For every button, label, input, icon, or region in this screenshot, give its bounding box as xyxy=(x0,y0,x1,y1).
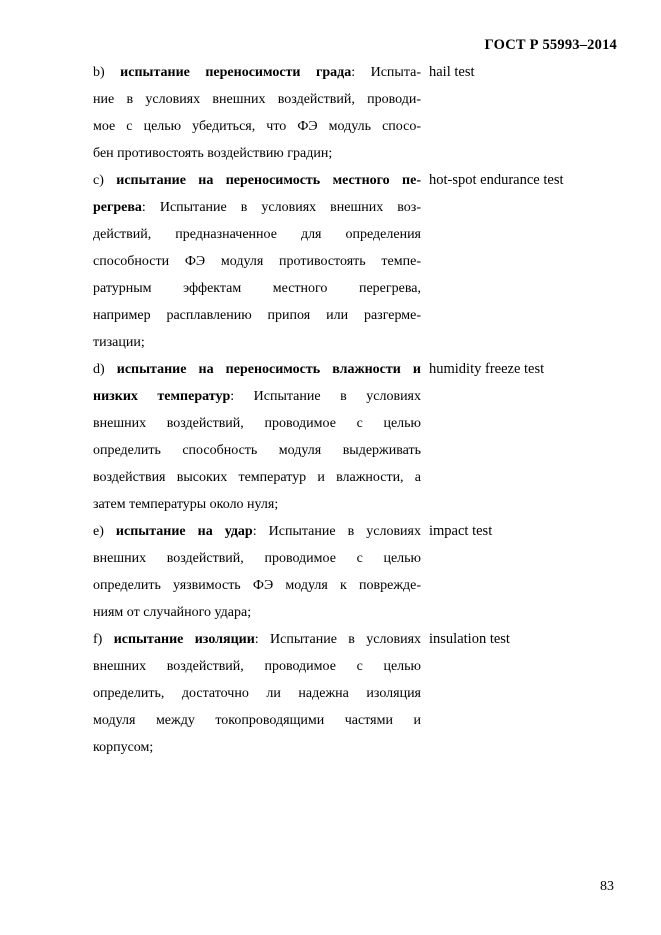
page-number: 83 xyxy=(600,879,614,894)
definition-line xyxy=(93,248,421,275)
text-segment: внешних воздействий, проводимое с целью xyxy=(93,416,421,431)
text-segment: способности ФЭ модуля противостоять темпе- xyxy=(93,254,421,269)
text-segment: ратурным эффектам местного перегрева, xyxy=(93,281,421,296)
text-segment: c) xyxy=(93,173,117,188)
text-segment: внешних воздействий, проводимое с целью xyxy=(93,659,421,674)
definition-term-en: insulation test xyxy=(429,631,510,647)
definition-line xyxy=(93,383,421,410)
text-segment: : Испытание в условиях xyxy=(254,632,422,647)
document-header-standard-number: ГОСТ Р 55993–2014 xyxy=(484,37,617,53)
definition-line xyxy=(93,626,421,653)
definition-line xyxy=(93,464,421,491)
text-segment: e) xyxy=(93,524,116,539)
term-ru-bold: низких температур xyxy=(93,389,231,404)
definition-line xyxy=(93,86,421,113)
text-segment: мое с целью убедиться, что ФЭ модуль спосо- xyxy=(93,119,421,134)
definition-row xyxy=(93,356,628,518)
definition-line xyxy=(93,518,421,545)
definition-text-ru xyxy=(93,626,421,761)
text-segment: определить способность модуля выдерживать xyxy=(93,443,421,458)
definition-line xyxy=(93,221,421,248)
text-segment: : Испыта- xyxy=(351,65,421,80)
definition-line xyxy=(93,545,421,572)
definition-line xyxy=(93,113,421,140)
term-ru-bold: испытание переносимости града xyxy=(120,65,352,80)
definition-line xyxy=(93,194,421,221)
definition-term-en: humidity freeze test xyxy=(429,361,545,377)
term-ru-bold: испытание на переносимость влажности и xyxy=(116,362,421,377)
definition-line xyxy=(93,329,421,356)
text-segment: ние в условиях внешних воздействий, проводи- xyxy=(93,92,421,107)
text-segment: корпусом; xyxy=(93,740,154,755)
text-segment: модуля между токопроводящими частями и xyxy=(93,713,421,728)
definition-text-ru xyxy=(93,356,421,518)
definition-line xyxy=(93,410,421,437)
definition-term-en: hot-spot endurance test xyxy=(429,172,564,188)
definitions-list xyxy=(93,59,628,761)
definition-line xyxy=(93,653,421,680)
text-segment: ниям от случайного удара; xyxy=(93,605,252,620)
definition-term-en: impact test xyxy=(429,523,493,539)
text-segment: тизации; xyxy=(93,335,145,350)
definition-line xyxy=(93,437,421,464)
text-segment: бен противостоять воздействию градин; xyxy=(93,146,333,161)
text-segment: внешних воздействий, проводимое с целью xyxy=(93,551,421,566)
text-segment: затем температуры около нуля; xyxy=(93,497,279,512)
text-segment: d) xyxy=(93,362,117,377)
definition-text-ru xyxy=(93,167,421,356)
definition-term-en: hail test xyxy=(429,64,475,80)
text-segment: : Испытание в условиях xyxy=(252,524,421,539)
text-segment: определить, достаточно ли надежна изоляция xyxy=(93,686,421,701)
definition-line xyxy=(93,734,421,761)
definition-line xyxy=(93,275,421,302)
definition-row xyxy=(93,167,628,356)
definition-line xyxy=(93,491,421,518)
term-ru-bold: регрева xyxy=(93,200,142,215)
definition-line xyxy=(93,680,421,707)
definition-line xyxy=(93,356,421,383)
text-segment: f) xyxy=(93,632,114,647)
definition-line xyxy=(93,140,421,167)
definition-text-ru xyxy=(93,59,421,167)
definition-line xyxy=(93,572,421,599)
definition-line xyxy=(93,167,421,194)
definition-line xyxy=(93,302,421,329)
term-ru-bold: испытание на удар xyxy=(115,524,253,539)
definition-line xyxy=(93,599,421,626)
definition-row xyxy=(93,59,628,167)
definition-line xyxy=(93,707,421,734)
definition-line xyxy=(93,59,421,86)
term-ru-bold: испытание на переносимость местного пе- xyxy=(116,173,421,188)
text-segment: например расплавлению припоя или разгерме- xyxy=(93,308,421,323)
text-segment: определить уязвимость ФЭ модуля к поврежде- xyxy=(93,578,421,593)
text-segment: : Испытание в условиях внешних воз- xyxy=(141,200,421,215)
definition-text-ru xyxy=(93,518,421,626)
text-segment: : Испытание в условиях xyxy=(230,389,421,404)
definition-row xyxy=(93,518,628,626)
text-segment: b) xyxy=(93,65,121,80)
term-ru-bold: испытание изоляции xyxy=(113,632,255,647)
text-segment: воздействия высоких температур и влажности, а xyxy=(93,470,421,485)
definition-row xyxy=(93,626,628,761)
text-segment: действий, предназначенное для определения xyxy=(93,227,421,242)
